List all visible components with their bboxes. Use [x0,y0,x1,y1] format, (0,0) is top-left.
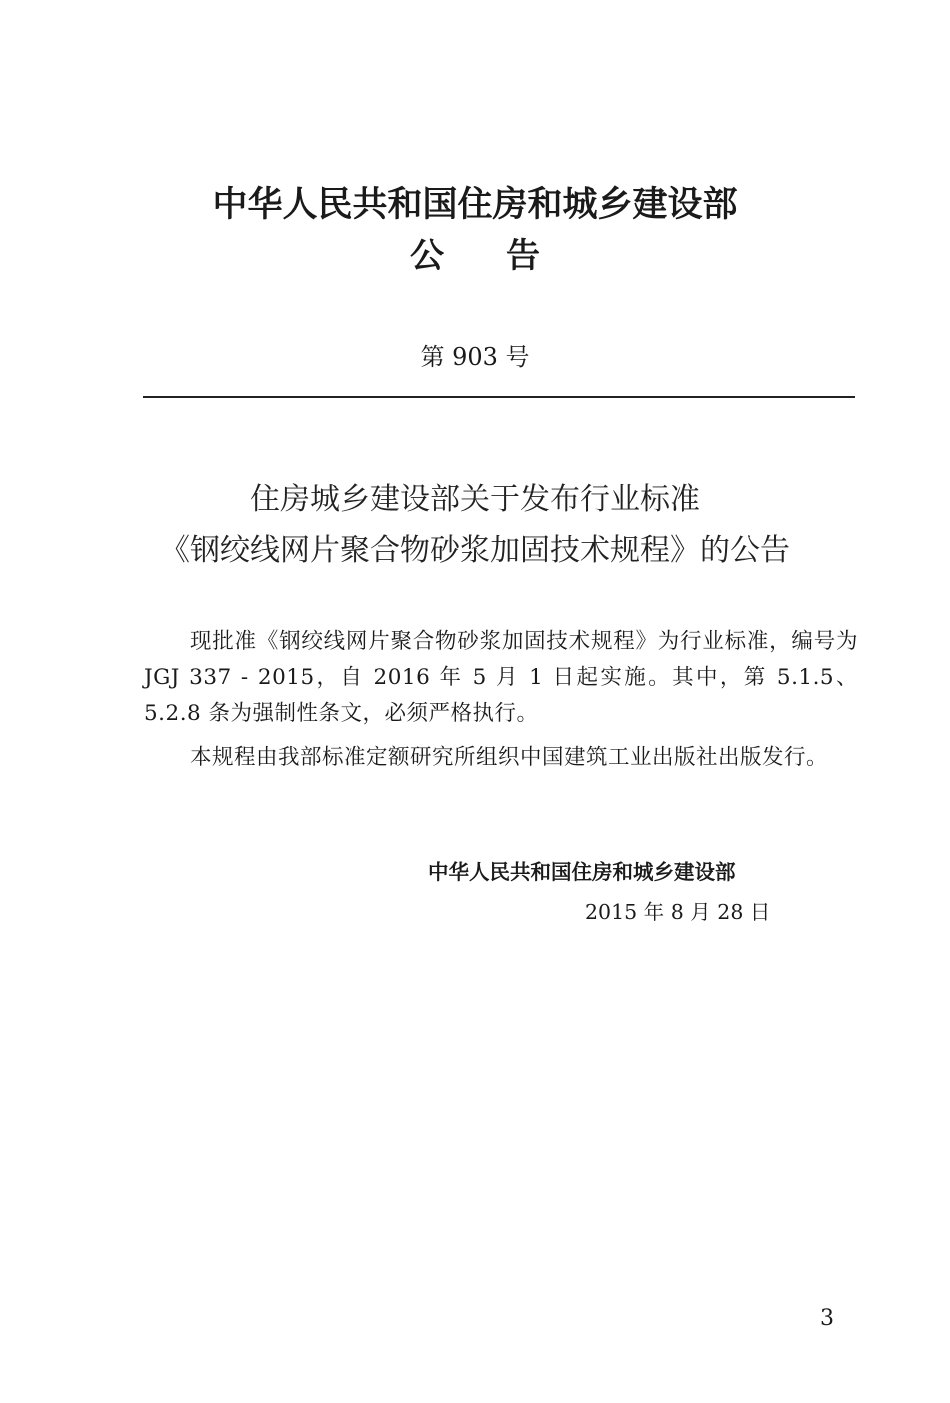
body-paragraph-1-text: 现批准《钢绞线网片聚合物砂浆加固技术规程》为行业标准，编号为 JGJ 337 - 2015，自 2016 年 5 月 1 日起实施。其中，第 5.1.5、5.2.8 条为强制性条文，必须严格执行。 [144,629,858,726]
body-paragraph-2-text: 本规程由我部标准定额研究所组织中国建筑工业出版社出版发行。 [190,745,829,770]
body-paragraph-2 [144,740,858,776]
notice-heading: 公告 [410,236,602,276]
signature-organization: 中华人民共和国住房和城乡建设部 [428,860,736,884]
signature-date: 2015 年 8 月 28 日 [585,900,771,924]
notice-number: 第 903 号 [420,343,530,371]
notice-title-line-1: 住房城乡建设部关于发布行业标准 [250,482,700,517]
issuer-heading: 中华人民共和国住房和城乡建设部 [212,185,738,225]
header-divider [143,396,855,398]
notice-title-line-2: 《钢绞线网片聚合物砂浆加固技术规程》的公告 [160,533,790,568]
body-paragraph-1 [144,624,858,732]
page-number: 3 [820,1306,834,1331]
